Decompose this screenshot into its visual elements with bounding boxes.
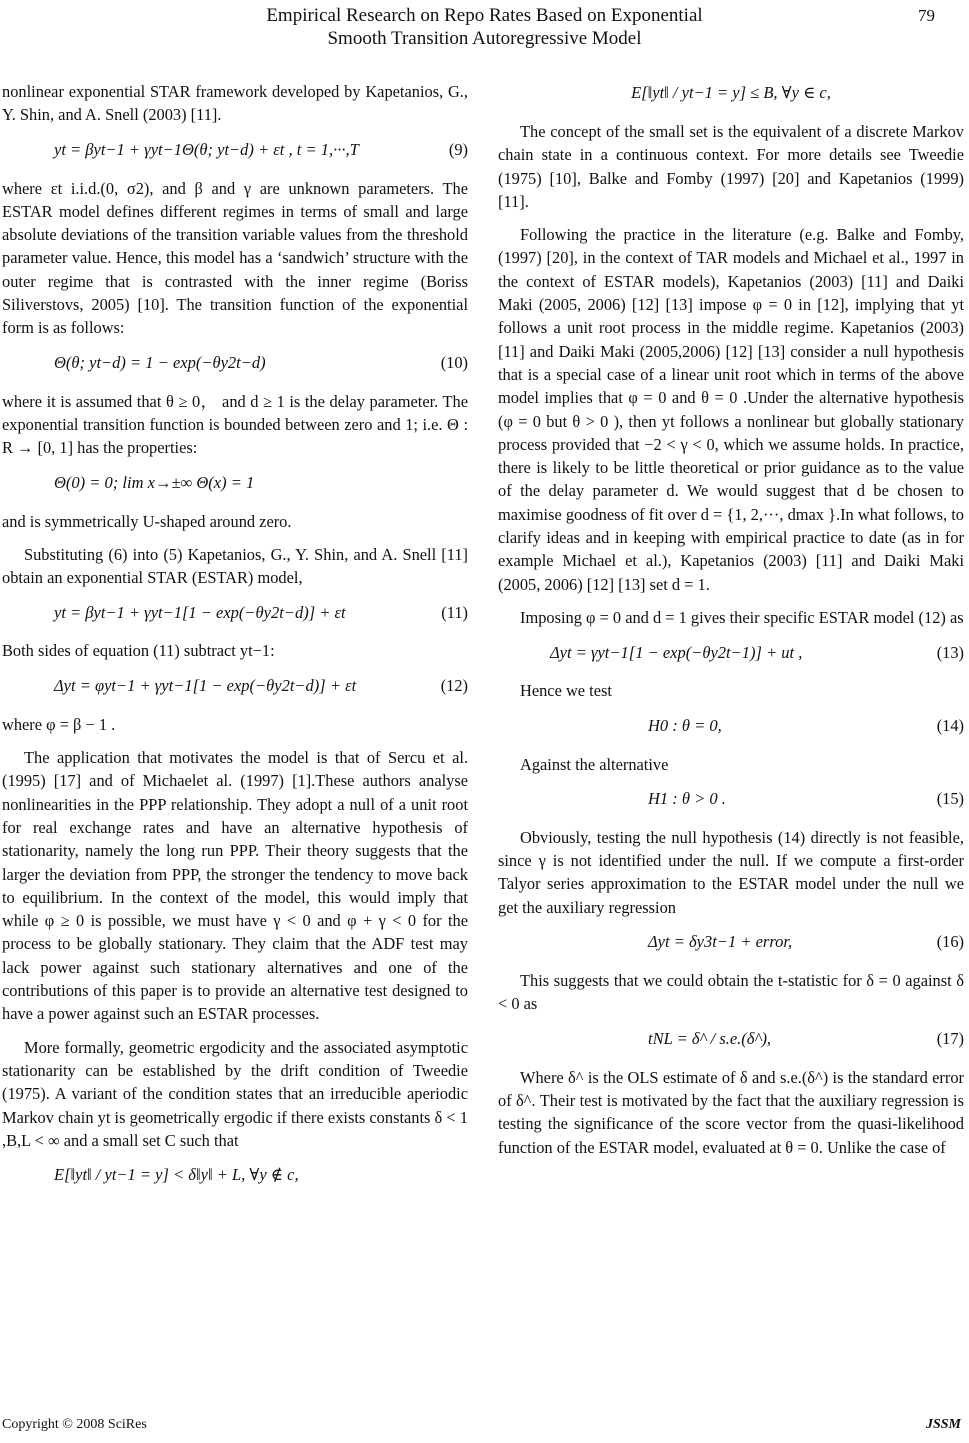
running-title-line2: Smooth Transition Autoregressive Model (327, 28, 642, 49)
equation-17 (498, 1026, 964, 1052)
equation-body: yt = βyt−1 + γyt−1Θ(θ; yt−d) + εt , t = 1,···,T (54, 139, 359, 159)
running-title-line1: Empirical Research on Repo Rates Based on Exponential (266, 5, 703, 26)
paragraph: Substituting (6) into (5) Kapetanios, G., Y. Shin, and A. Snell [11] obtain an exponential STAR (ESTAR) model, (2, 544, 468, 588)
paragraph: Against the alternative (520, 754, 669, 774)
equation-body: E[‖yt‖ / yt−1 = y] < δ‖y‖ + L, ∀y ∉ c, (54, 1165, 299, 1185)
equation-14 (498, 713, 964, 739)
equation-number: (11) (441, 602, 468, 622)
equation-12 (2, 673, 468, 699)
right-column (498, 80, 964, 1169)
paragraph: Where δ^ is the OLS estimate of δ and s.e.(δ^) is the standard error of δ^. Their test is motivated by the fact that the auxiliary regression is testing the significance of the score vector from the quasi-likelihood function of the ESTAR model, evaluated at θ = 0. Unlike the case of (498, 1067, 964, 1157)
equation-body: H1 : θ > 0 . (648, 789, 726, 809)
paragraph: nonlinear exponential STAR framework developed by Kapetanios, G., Y. Shin, and A. Snell (2003) [11]. (2, 82, 468, 125)
page-number: 79 (918, 6, 935, 25)
paragraph: and is symmetrically U-shaped around zero. (2, 511, 292, 531)
equation-body: E[‖yt‖ / yt−1 = y] ≤ B, ∀y ∈ c, (631, 83, 831, 103)
paragraph: where φ = β − 1 . (2, 714, 116, 734)
left-column (2, 80, 468, 1202)
paragraph: where it is assumed that θ ≥ 0， and d ≥ 1 is the delay parameter. The exponential transition function is bounded between zero and 1; i.e. Θ : R → [0, 1] has the properties: (2, 391, 468, 458)
equation-small-set (498, 80, 964, 106)
equation-number: (13) (936, 642, 964, 662)
equation-body: Δyt = γyt−1[1 − exp(−θy2t−1)] + ut , (550, 642, 803, 662)
journal-abbreviation: JSSM (925, 1417, 961, 1432)
equation-10 (2, 350, 468, 376)
equation-number: (14) (936, 715, 964, 735)
equation-number: (15) (936, 789, 964, 809)
equation-number: (9) (448, 139, 468, 159)
equation-13 (498, 639, 964, 665)
paragraph: This suggests that we could obtain the t-statistic for δ = 0 against δ < 0 as (498, 971, 964, 1014)
equation-body: Θ(θ; yt−d) = 1 − exp(−θy2t−d) (54, 353, 266, 373)
equation-number: (17) (936, 1028, 964, 1048)
equation-properties (2, 470, 468, 496)
paragraph: Both sides of equation (11) subtract yt−1: (2, 641, 275, 661)
equation-16 (498, 929, 964, 955)
equation-body: Δyt = δy3t−1 + error, (648, 932, 793, 952)
paragraph: where εt i.i.d.(0, σ2), and β and γ are unknown parameters. The ESTAR model defines different regimes in terms of small and large absolute deviations of the transition variable values from the threshold parameter value. Hence, this model has a ‘sandwich’ structure with the outer regime that is contrasted with the inner regime (Boriss Siliverstovs, 2005) [10]. The transition function of the exponential form is as follows: (2, 178, 468, 338)
equation-body: Δyt = φyt−1 + γyt−1[1 − exp(−θy2t−d)] + εt (54, 676, 357, 696)
copyright: Copyright © 2008 SciRes (2, 1417, 147, 1432)
paragraph: Imposing φ = 0 and d = 1 gives their specific ESTAR model (12) as (520, 607, 964, 627)
paragraph: The application that motivates the model is that of Sercu et al. (1995) [17] and of Michaelet al. (1997) [1].These authors analyse nonlinearities in the PPP relationship. They adopt a null of a unit root for real exchange rates and have an alternative hypothesis of stationarity, namely the long run PPP. Their theory suggests that the larger the deviation from PPP, the stronger the tendency to move back to equilibrium. In the context of the model, this would imply that while φ ≥ 0 is possible, we must have γ < 0 and φ + γ < 0 for the process to be globally stationary. They claim that the ADF test may lack power against such stationary alternatives and one of the contributions of this paper is to provide an alternative test designed to have a power against such an ESTAR processes. (2, 748, 468, 1024)
equation-body: Θ(0) = 0; lim x→±∞ Θ(x) = 1 (54, 472, 255, 492)
paragraph: More formally, geometric ergodicity and the associated asymptotic stationarity can be established by the drift condition of Tweedie (1975). A variant of the condition states that an irreducible aperiodic Markov chain yt is geometrically ergodic if there exists constants δ < 1 ,B,L < ∞ and a small set C such that (2, 1037, 468, 1150)
equation-number: (12) (440, 676, 468, 696)
paragraph: The concept of the small set is the equivalent of a discrete Markov chain state in a continuous context. For more details see Tweedie (1975) [10], Balke and Fomby (1997) [20] and Kapetanios (1999) [11]. (498, 122, 964, 211)
page-header (0, 4, 969, 50)
equation-drift (2, 1162, 468, 1188)
equation-15 (498, 786, 964, 812)
equation-number: (16) (936, 932, 964, 952)
equation-number: (10) (440, 353, 468, 373)
equation-body: yt = βyt−1 + γyt−1[1 − exp(−θy2t−d)] + εt (54, 602, 346, 622)
paragraph: Obviously, testing the null hypothesis (14) directly is not feasible, since γ is not identified under the null. If we compute a first-order Talyor series approximation to the ESTAR model under the null we get the auxiliary regression (498, 827, 964, 917)
equation-11 (2, 599, 468, 625)
equation-9 (2, 137, 468, 163)
equation-body: H0 : θ = 0, (648, 715, 722, 735)
paragraph: Hence we test (520, 681, 612, 701)
equation-body: tNL = δ^ / s.e.(δ^), (648, 1028, 772, 1048)
paragraph: Following the practice in the literature (e.g. Balke and Fomby, (1997) [20], in the context of TAR models and Michael et al., 1997 in the context of ESTAR models), Kapetanios (2003) [11] and Daiki Maki (2005, 2006) [12] [13] impose φ = 0 in [12], implying that yt follows a unit root process in the middle regime. Kapetanios (2003) [11] and Daiki Maki (2005,2006) [12] [13] consider a null hypothesis that is a special case of a linear unit root which in terms of the above model implies that φ = 0 and θ = 0 .Under the alternative hypothesis (φ = 0 but θ > 0 ), then yt follows a nonlinear but globally stationary process provided that −2 < γ < 0, which we assume holds. In practice, there is likely to be little theoretical or prior guidance as to the value of the delay parameter d. We would suggest that d be chosen to maximise goodness of fit over d = {1, 2,···, dmax }.In what follows, to clarify ideas and in keeping with empirical practice to date (as in for example Michael et al.), Kapetanios (2003) [11] and Daiki Maki (2005, 2006) [12] [13] set d = 1. (498, 225, 964, 594)
